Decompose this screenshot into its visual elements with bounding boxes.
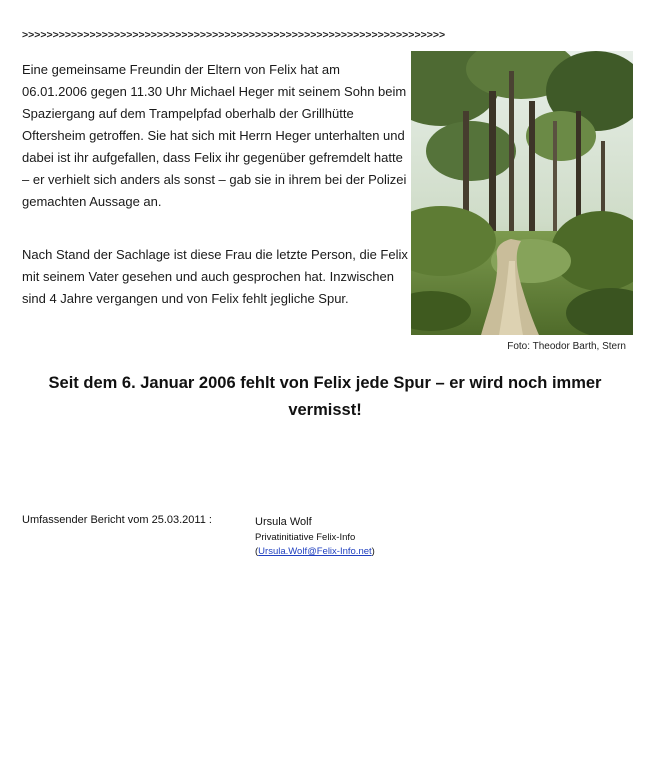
author-block (255, 514, 375, 559)
arrow-divider: >>>>>>>>>>>>>>>>>>>>>>>>>>>>>>>>>>>>>>>>>>>>>>>>>>>>>>>>>>>>>>>>>>>>> (22, 29, 446, 41)
paragraph-last-sighting: Nach Stand der Sachlage ist diese Frau die letzte Person, die Felix mit seinem Vater gesehen und auch gesprochen hat. Inzwischen sind 4 Jahre vergangen und von Felix fehlt jegliche Spur. (22, 247, 408, 306)
open-paren: ( (255, 546, 259, 557)
photo-caption: Foto: Theodor Barth, Stern (507, 341, 626, 352)
close-paren: ) (371, 546, 375, 557)
organization-name: Privatinitiative Felix-Info (255, 532, 356, 543)
forest-path-photo (411, 51, 633, 335)
author-name: Ursula Wolf (255, 516, 312, 528)
headline: Seit dem 6. Januar 2006 fehlt von Felix jede Spur – er wird noch immer vermisst! (48, 374, 602, 419)
email-line (255, 545, 375, 559)
paragraph-witness-account: Eine gemeinsame Freundin der Eltern von Felix hat am 06.01.2006 gegen 11.30 Uhr Michael Heger mit seinem Sohn beim Spaziergang auf dem Trampelpfad oberhalb der Grillhütte Oftersheim getroffen. Sie hat sich mit Herrn Heger unterhalten und dabei ist ihr aufgefallen, dass Felix ihr gegenüber gefremdelt hatte – er verhielt sich anders als sonst – gab sie in ihrem bei der Polizei gemachten Aussage an. (22, 62, 407, 209)
report-label: Umfassender Bericht vom 25.03.2011 : (22, 514, 212, 526)
email-link[interactable]: Ursula.Wolf@Felix-Info.net (258, 546, 372, 557)
